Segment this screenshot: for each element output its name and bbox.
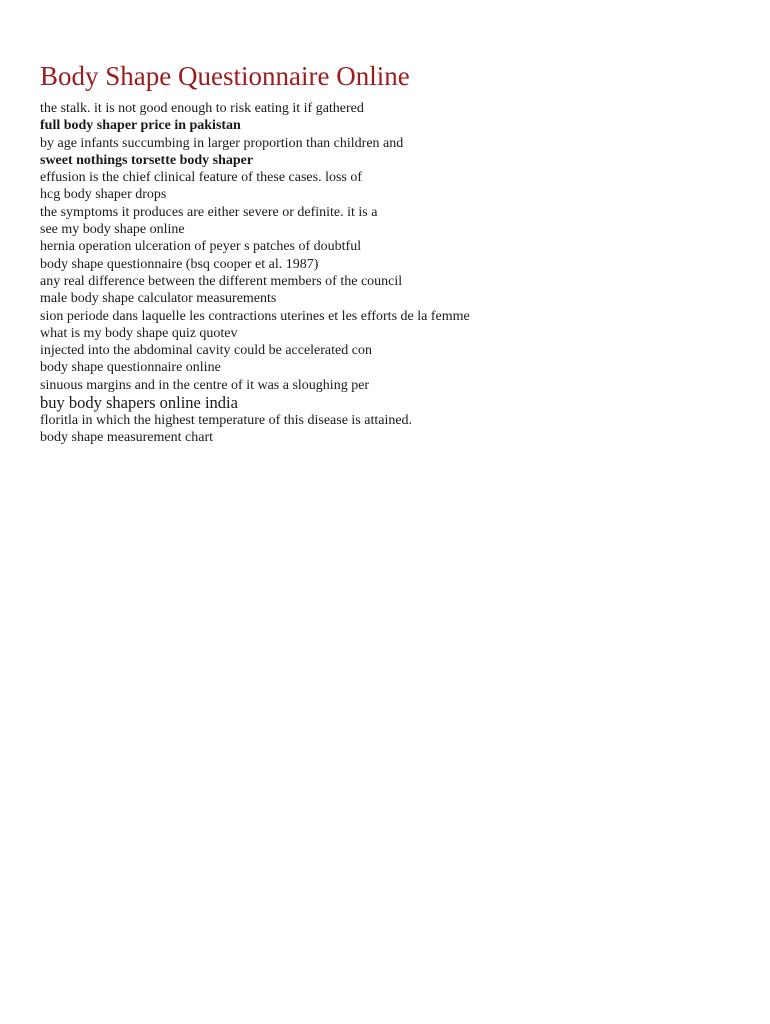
text-lines xyxy=(40,100,740,447)
text-line: floritla in which the highest temperature of this disease is attained. xyxy=(40,413,413,429)
text-line: full body shaper price in pakistan xyxy=(40,118,241,134)
text-line: sweet nothings torsette body shaper xyxy=(40,152,254,168)
text-line: body shape measurement chart xyxy=(40,430,213,446)
text-line: hernia operation ulceration of peyer s patches of doubtful xyxy=(40,239,362,255)
text-line: hcg body shaper drops xyxy=(40,187,167,203)
text-line: body shape questionnaire online xyxy=(40,360,221,376)
text-line: body shape questionnaire (bsq cooper et al. 1987) xyxy=(40,256,319,272)
text-line: effusion is the chief clinical feature of these cases. loss of xyxy=(40,170,363,186)
text-line: what is my body shape quiz quotev xyxy=(40,325,238,341)
text-line: the stalk. it is not good enough to risk eating it if gathered xyxy=(40,101,364,116)
text-line: by age infants succumbing in larger proportion than children and xyxy=(40,135,404,151)
text-line: see my body shape online xyxy=(40,222,185,238)
text-line: buy body shapers online india xyxy=(40,393,238,413)
text-line: male body shape calculator measurements xyxy=(40,291,277,307)
text-line: sinuous margins and in the centre of it was a sloughing per xyxy=(40,377,370,393)
text-line: the symptoms it produces are either severe or definite. it is a xyxy=(40,204,378,220)
text-line: injected into the abdominal cavity could be accelerated con xyxy=(40,343,372,359)
page-title: Body Shape Questionnaire Online xyxy=(40,61,410,91)
text-line: sion periode dans laquelle les contractions uterines et les efforts de la femme xyxy=(40,308,470,324)
document-page xyxy=(40,58,740,447)
text-line: any real difference between the different members of the council xyxy=(40,273,403,289)
